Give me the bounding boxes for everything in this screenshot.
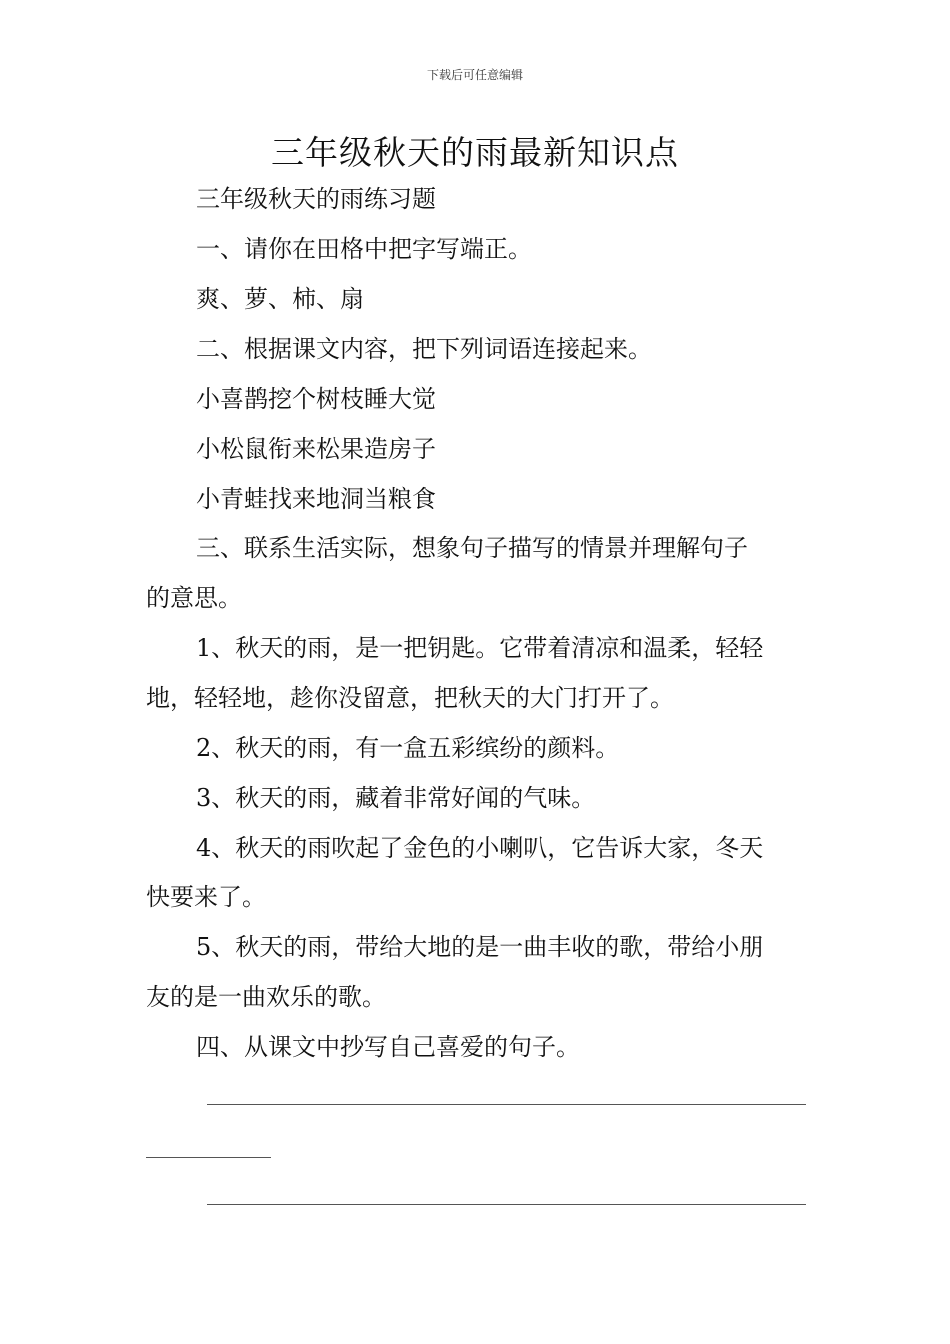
match-row-2: 小松鼠衔来松果造房子 xyxy=(196,435,436,463)
question-4: 四、从课文中抄写自己喜爱的句子。 xyxy=(196,1033,580,1061)
question-1: 一、请你在田格中把字写端正。 xyxy=(196,235,532,263)
match-row-1: 小喜鹊挖个树枝睡大觉 xyxy=(196,385,436,413)
sentence-1-line-2: 地，轻轻地，趁你没留意，把秋天的大门打开了。 xyxy=(146,684,674,712)
question-3-line-2: 的意思。 xyxy=(146,584,242,612)
match-row-3: 小青蛙找来地洞当粮食 xyxy=(196,485,436,513)
question-3-line-1: 三、联系生活实际，想象句子描写的情景并理解句子 xyxy=(196,534,748,562)
question-1-chars: 爽、萝、柿、扇 xyxy=(196,285,364,313)
answer-line-1-continued xyxy=(146,1157,271,1158)
sentence-5-line-2: 友的是一曲欢乐的歌。 xyxy=(146,983,386,1011)
page-header: 下载后可任意编辑 xyxy=(426,68,523,82)
sentence-4-line-2: 快要来了。 xyxy=(146,883,266,911)
sentence-1-line-1: 1、秋天的雨，是一把钥匙。它带着清凉和温柔，轻轻 xyxy=(196,634,764,662)
sentence-3: 3、秋天的雨，藏着非常好闻的气味。 xyxy=(196,784,596,812)
answer-line-2 xyxy=(207,1204,806,1205)
sentence-4-line-1: 4、秋天的雨吹起了金色的小喇叭，它告诉大家，冬天 xyxy=(196,834,764,862)
page-title: 三年级秋天的雨最新知识点 xyxy=(271,133,679,172)
sentence-2: 2、秋天的雨，有一盒五彩缤纷的颜料。 xyxy=(196,734,620,762)
answer-line-1 xyxy=(207,1104,806,1105)
sentence-5-line-1: 5、秋天的雨，带给大地的是一曲丰收的歌，带给小朋 xyxy=(196,933,764,961)
exercise-heading: 三年级秋天的雨练习题 xyxy=(196,185,436,213)
question-2: 二、根据课文内容，把下列词语连接起来。 xyxy=(196,335,652,363)
